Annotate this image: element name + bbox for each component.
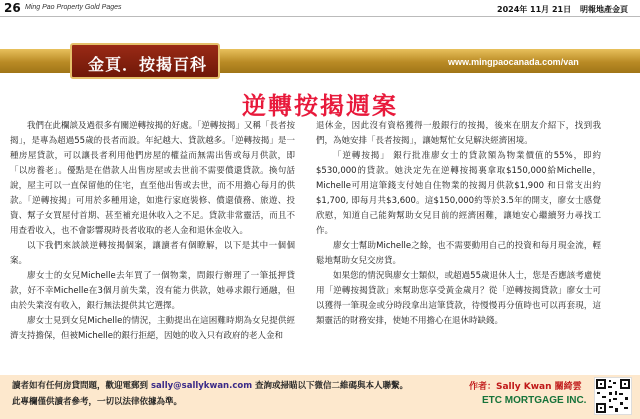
- article-right-column: [316, 119, 601, 329]
- publication-name: Ming Pao Property Gold Pages: [25, 4, 122, 11]
- paragraph: 退休金，因此沒有資格獲得一般銀行的按揭，後來在朋友介紹下，找到我們，為她安排「長者按揭」，讓她幫忙女兒解決經濟困境。: [316, 121, 601, 146]
- paragraph: 「逆轉按揭」 銀行批准廖女士的貸款額為物業價值的55%，即約$530,000的貸款。她決定先在逆轉按揭裏拿取$150,000給Michelle，Michelle可用這筆錢支付她自住物業的按揭月供款$1,900 和日常支出約$1,700, 即每月共$3,600。這$150,000約等於3.5年的開支，廖女士感覺欣慰，知道自己能夠幫助女兒目前的經濟困難，讓她安心繼續努力尋找工作。: [316, 151, 601, 236]
- page-number: 26: [4, 1, 21, 15]
- article-title: 逆轉按揭週案: [242, 92, 398, 120]
- page-header: [0, 0, 640, 17]
- disclaimer: 此專欄僅供讀者參考，一切以法律依據為準。: [12, 397, 183, 407]
- issue-date: 2024年 11月 21日: [497, 5, 572, 14]
- contact-line: [12, 379, 408, 391]
- article-footer: [0, 375, 640, 419]
- column-banner: [0, 19, 640, 79]
- website-link[interactable]: www.mingpaocanada.com/van: [448, 57, 579, 67]
- column-name: 金頁．按揭百科: [88, 55, 208, 74]
- contact-suffix: 查詢或掃瞄以下微信二維碼與本人聯繫。: [255, 381, 409, 391]
- paragraph: 如果您的情況與廖女士類似，或超過55歲退休人士，您是否應該考慮使用「逆轉按揭貸款」來幫助您享受黃金歲月？從「逆轉按揭貸款」廖女士可以獲得一筆現金或分時段拿出這筆貸款，待慢慢再分值時也可以再套現，這類靈活的財務安排，使她不用擔心在退休時缺錢。: [316, 271, 601, 326]
- paragraph: 我們在此欄談及過很多有關逆轉按揭的好處。「逆轉按揭」又稱「長者按揭」，是專為超過55歲的長者而設。年紀越大、貸款越多。「逆轉按揭」是一種房屋貸款，可以讓長者利用他們房屋的權益而無需出售或每月供款，即「以房養老」。優點是在借款人出售房屋或去世前不需要償還貸款。換句話說，屋主可以一直保留他的住宅，直至他出售或去世，而不用擔心每月的供款。「逆轉按揭」可用於多種用途，如進行家庭裝修、償還債務、旅遊、投資、幫子女買屋付首期、甚至補充退休收入之不足。貸款非常靈活，而且不用查看收入，也不會影響現時長者收取的老人金和退休金收入。: [10, 121, 295, 236]
- paragraph: 廖女士幫助Michelle之餘，也不需要動用自己的投資和每月現金流，輕鬆地幫助女兒交房貸。: [316, 241, 601, 266]
- contact-email[interactable]: sally@sallykwan.com: [150, 381, 253, 391]
- wechat-qr-icon[interactable]: [594, 377, 632, 415]
- company-name: ETC MORTGAGE INC.: [482, 395, 587, 406]
- author-name: 作者：Sally Kwan 關綺雲: [469, 382, 582, 392]
- qr-code-icon: [595, 378, 631, 414]
- contact-prefix: 讀者如有任何房貸問題，歡迎電郵到: [12, 381, 149, 391]
- paragraph: 以下我們來談談逆轉按揭個案，讓讀者有個瞭解，以下是其中一個個案。: [10, 241, 295, 266]
- paragraph: 廖女士見到女兒Michelle的情況，主動提出在這困難時期為女兒提供經濟支持擔保，但被Michelle的銀行拒絕，因她的收入只有政府的老人金和: [10, 316, 295, 341]
- paragraph: 廖女士的女兒Michelle去年買了一個物業，問銀行辦理了一筆抵押貸款，好不幸Michelle在3個月前失業，沒有能力供款，她尋求銀行通融，但由於失業沒有收入，銀行無法提供其它選擇。: [10, 271, 295, 311]
- article-left-column: [10, 119, 295, 344]
- section-name: 明報地產金頁: [580, 5, 628, 14]
- column-ribbon: [70, 43, 220, 79]
